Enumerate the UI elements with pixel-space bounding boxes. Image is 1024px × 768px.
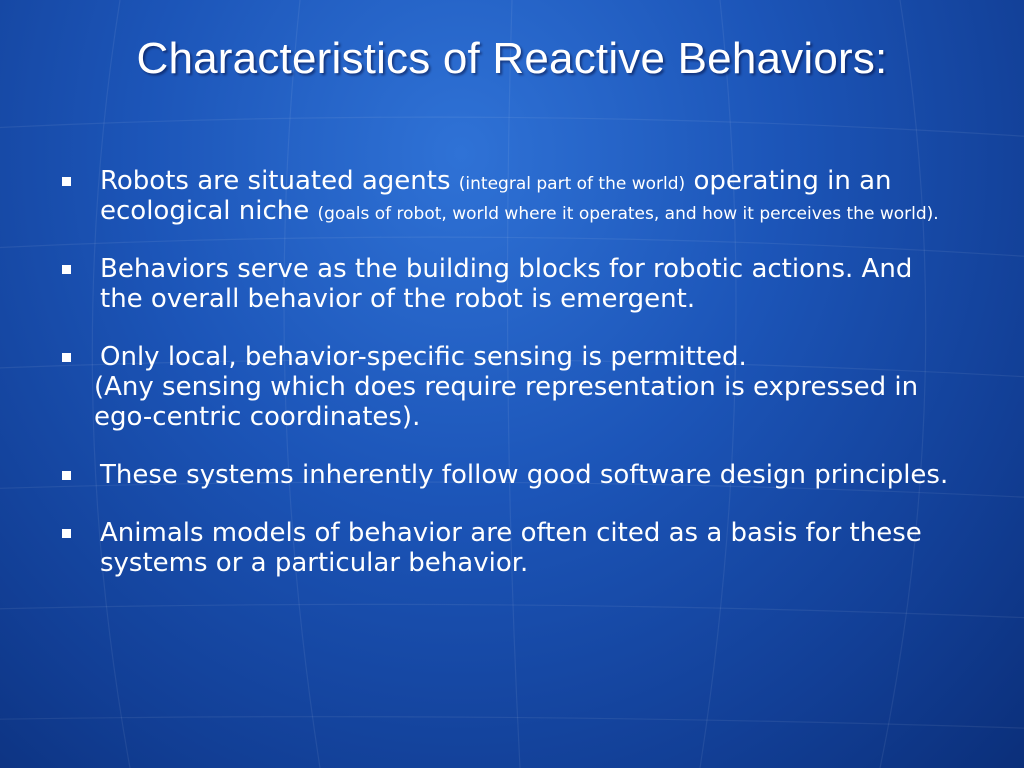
bullet-text: Animals models of behavior are often cited as a basis for these systems or a particular behavior.: [100, 518, 922, 578]
bullet-continuation: (Any sensing which does require representation is expressed in ego-centric coordinates).: [94, 372, 919, 432]
bullet-item: [60, 166, 960, 226]
bullet-item: [60, 460, 960, 490]
bullet-item: [60, 342, 960, 432]
square-bullet-icon: [62, 471, 71, 480]
bullet-text: Robots are situated agents: [100, 166, 451, 196]
bullet-item: [60, 254, 960, 314]
slide-title: Characteristics of Reactive Behaviors:: [136, 34, 888, 83]
bullet-note: (integral part of the world): [458, 174, 686, 194]
square-bullet-icon: [62, 353, 71, 362]
bullet-list: [60, 166, 960, 578]
bullet-text: Only local, behavior-specific sensing is permitted.: [100, 342, 747, 372]
square-bullet-icon: [62, 265, 71, 274]
bullet-note: (goals of robot, world where it operates, and how it perceives the world).: [317, 204, 939, 224]
bullet-item: [60, 518, 960, 578]
square-bullet-icon: [62, 529, 71, 538]
bullet-text: These systems inherently follow good software design principles.: [100, 460, 949, 490]
bullet-text: operating in an ecological niche: [100, 166, 892, 226]
bullet-text: Behaviors serve as the building blocks for robotic actions. And the overall behavior of the robot is emergent.: [100, 254, 913, 314]
square-bullet-icon: [62, 177, 71, 186]
